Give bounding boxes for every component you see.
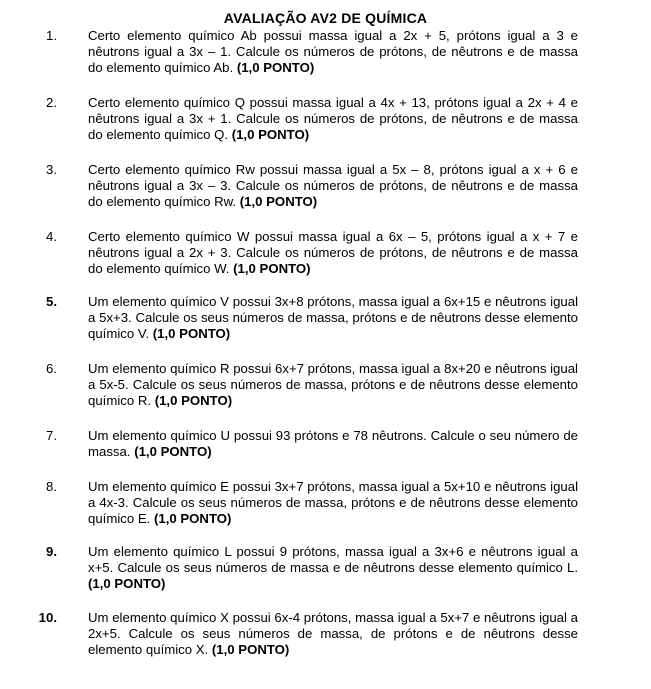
question-1 <box>46 28 578 76</box>
question-number: 3. <box>46 162 57 177</box>
question-9 <box>46 544 578 592</box>
question-text: Certo elemento químico Q possui massa igual a 4x + 13, prótons igual a 2x + 4 e nêutrons igual a 3x + 1. Calcule os números de prótons, de nêutrons e de massa do elemento químico Q. (1,0 PONTO) <box>88 95 578 142</box>
question-3 <box>46 162 578 210</box>
question-2 <box>46 95 578 143</box>
question-8 <box>46 479 578 527</box>
question-text: Um elemento químico L possui 9 prótons, massa igual a 3x+6 e nêutrons igual a x+5. Calcule os seus números de massa e de nêutrons desse elemento químico L. (1,0 PONTO) <box>88 544 578 591</box>
question-number: 10. <box>38 610 57 625</box>
question-points: (1,0 PONTO) <box>211 642 290 657</box>
question-text: Certo elemento químico Ab possui massa igual a 2x + 5, prótons igual a 3 e nêutrons igual a 3x – 1. Calcule os números de prótons, de nêutrons e de massa do elemento químico Ab. (1,0 PONTO) <box>88 28 578 75</box>
question-number: 5. <box>46 294 57 309</box>
question-points: (1,0 PONTO) <box>154 393 233 408</box>
question-number: 8. <box>46 479 57 494</box>
question-number: 2. <box>46 95 57 110</box>
question-number: 7. <box>46 428 57 443</box>
question-text: Um elemento químico E possui 3x+7 prótons, massa igual a 5x+10 e nêutrons igual a 4x-3. Calcule os seus números de massa, prótons e de nêutrons desse elemento químico E. (1,0 PONTO) <box>88 479 578 526</box>
question-points: (1,0 PONTO) <box>233 261 311 276</box>
question-text: Um elemento químico R possui 6x+7 prótons, massa igual a 8x+20 e nêutrons igual a 5x-5. Calcule os seus números de massa, prótons e de nêutrons desse elemento químico R. (1,0 PONTO) <box>88 361 578 408</box>
question-number: 1. <box>46 28 57 43</box>
question-text: Certo elemento químico W possui massa igual a 6x – 5, prótons igual a x + 7 e nêutrons igual a 2x + 3. Calcule os números de prótons, de nêutrons e de massa do elemento químico W. (1,0 PONTO) <box>88 229 578 276</box>
question-points: (1,0 PONTO) <box>153 511 232 526</box>
question-points: (1,0 PONTO) <box>134 444 212 459</box>
question-number: 4. <box>46 229 57 244</box>
question-points: (1,0 PONTO) <box>231 127 310 142</box>
question-points: (1,0 PONTO) <box>152 326 231 341</box>
question-number: 6. <box>46 361 57 376</box>
question-text: Um elemento químico X possui 6x-4 prótons, massa igual a 5x+7 e nêutrons igual a 2x+5. Calcule os seus números de massa, de prótons e de nêutrons desse elemento químico X. (1,0 PONTO) <box>88 610 578 657</box>
exam-title: AVALIAÇÃO AV2 DE QUÍMICA <box>223 10 428 26</box>
question-text: Um elemento químico U possui 93 prótons e 78 nêutrons. Calcule o seu número de massa. (1,0 PONTO) <box>88 428 578 459</box>
question-6 <box>46 361 578 409</box>
question-points: (1,0 PONTO) <box>88 576 166 591</box>
question-5 <box>46 294 578 342</box>
question-4 <box>46 229 578 277</box>
question-text: Certo elemento químico Rw possui massa igual a 5x – 8, prótons igual a x + 6 e nêutrons igual a 3x – 3. Calcule os números de prótons, de nêutrons e de massa do elemento químico Rw. (1,0 PONTO) <box>88 162 578 209</box>
question-text: Um elemento químico V possui 3x+8 prótons, massa igual a 6x+15 e nêutrons igual a 5x+3. Calcule os seus números de massa, prótons e de nêutrons desse elemento químico V. (1,0 PONTO) <box>88 294 578 341</box>
question-10 <box>38 610 578 658</box>
question-points: (1,0 PONTO) <box>236 60 315 75</box>
question-number: 9. <box>46 544 57 559</box>
question-7 <box>46 428 578 460</box>
question-points: (1,0 PONTO) <box>239 194 318 209</box>
